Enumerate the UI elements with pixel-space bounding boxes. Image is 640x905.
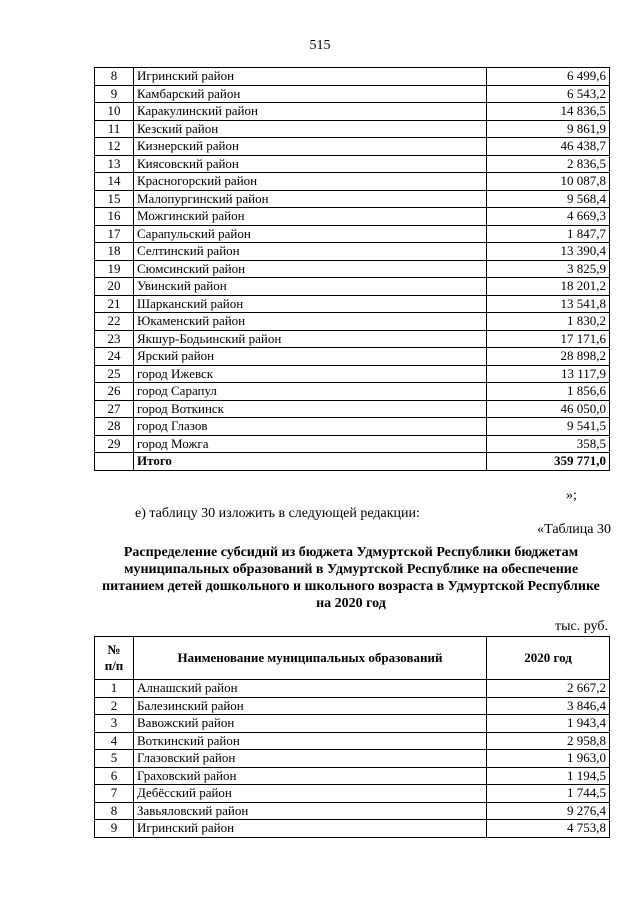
row-number: 17 <box>95 225 134 243</box>
row-value: 13 390,4 <box>487 243 610 261</box>
row-number: 4 <box>95 732 134 750</box>
municipality-name: Малопургинский район <box>134 190 487 208</box>
row-value: 2 958,8 <box>487 732 610 750</box>
table-row <box>95 348 610 366</box>
row-value: 1 856,6 <box>487 383 610 401</box>
row-value: 1 963,0 <box>487 750 610 768</box>
table-row <box>95 190 610 208</box>
distribution-table-continued <box>94 67 610 471</box>
row-value: 10 087,8 <box>487 173 610 191</box>
closing-quote: »; <box>566 488 577 503</box>
total-value: 359 771,0 <box>487 453 610 471</box>
row-value: 3 825,9 <box>487 260 610 278</box>
row-value: 14 836,5 <box>487 103 610 121</box>
table-row <box>95 155 610 173</box>
row-number: 6 <box>95 767 134 785</box>
row-number: 25 <box>95 365 134 383</box>
municipality-name: город Воткинск <box>134 400 487 418</box>
municipality-name: Кизнерский район <box>134 138 487 156</box>
municipality-name: Балезинский район <box>134 697 487 715</box>
row-number: 8 <box>95 68 134 86</box>
row-value: 28 898,2 <box>487 348 610 366</box>
row-number: 28 <box>95 418 134 436</box>
row-value: 18 201,2 <box>487 278 610 296</box>
table-row <box>95 103 610 121</box>
municipality-name: Глазовский район <box>134 750 487 768</box>
table-row <box>95 330 610 348</box>
row-value: 6 499,6 <box>487 68 610 86</box>
row-number: 5 <box>95 750 134 768</box>
row-number: 19 <box>95 260 134 278</box>
table-row <box>95 767 610 785</box>
municipality-name: Сюмсинский район <box>134 260 487 278</box>
row-value: 46 438,7 <box>487 138 610 156</box>
row-number: 13 <box>95 155 134 173</box>
table-row <box>95 85 610 103</box>
municipality-name: Игринский район <box>134 820 487 838</box>
municipality-name: Красногорский район <box>134 173 487 191</box>
row-value: 9 861,9 <box>487 120 610 138</box>
municipality-name: город Сарапул <box>134 383 487 401</box>
municipality-name: Ярский район <box>134 348 487 366</box>
table-row <box>95 173 610 191</box>
table-row <box>95 365 610 383</box>
row-value: 1 194,5 <box>487 767 610 785</box>
municipality-name: город Ижевск <box>134 365 487 383</box>
municipality-name: Можгинский район <box>134 208 487 226</box>
table-row <box>95 120 610 138</box>
row-value: 1 830,2 <box>487 313 610 331</box>
table-row <box>95 435 610 453</box>
row-number: 9 <box>95 85 134 103</box>
municipality-name: Воткинский район <box>134 732 487 750</box>
municipality-name: Увинский район <box>134 278 487 296</box>
total-row <box>95 453 610 471</box>
row-number: 3 <box>95 715 134 733</box>
table-row <box>95 295 610 313</box>
row-value: 13 117,9 <box>487 365 610 383</box>
row-number: 16 <box>95 208 134 226</box>
row-number: 14 <box>95 173 134 191</box>
table-row <box>95 732 610 750</box>
table-row <box>95 278 610 296</box>
row-value: 2 836,5 <box>487 155 610 173</box>
row-number: 8 <box>95 802 134 820</box>
row-value: 4 669,3 <box>487 208 610 226</box>
municipality-name: Селтинский район <box>134 243 487 261</box>
table-row <box>95 697 610 715</box>
table-row <box>95 750 610 768</box>
municipality-name: Киясовский район <box>134 155 487 173</box>
table-row <box>95 715 610 733</box>
row-value: 4 753,8 <box>487 820 610 838</box>
table-row <box>95 418 610 436</box>
row-value: 6 543,2 <box>487 85 610 103</box>
row-value: 17 171,6 <box>487 330 610 348</box>
municipality-name: Завьяловский район <box>134 802 487 820</box>
units-label: тыс. руб. <box>555 619 608 634</box>
row-value: 358,5 <box>487 435 610 453</box>
column-header-number-line2: п/п <box>104 658 124 673</box>
table-header-row <box>95 637 610 680</box>
column-header-year: 2020 год <box>487 637 610 680</box>
table-label: «Таблица 30 <box>537 522 611 537</box>
row-number: 15 <box>95 190 134 208</box>
column-header-name: Наименование муниципальных образований <box>134 637 487 680</box>
municipality-name: Вавожский район <box>134 715 487 733</box>
row-number: 23 <box>95 330 134 348</box>
table-row <box>95 313 610 331</box>
row-number: 24 <box>95 348 134 366</box>
row-number: 18 <box>95 243 134 261</box>
table-row <box>95 260 610 278</box>
municipality-name: Дебёсский район <box>134 785 487 803</box>
row-value: 46 050,0 <box>487 400 610 418</box>
municipality-name: город Глазов <box>134 418 487 436</box>
row-value: 13 541,8 <box>487 295 610 313</box>
municipality-name: Граховский район <box>134 767 487 785</box>
municipality-name: Якшур-Бодьинский район <box>134 330 487 348</box>
table-row <box>95 785 610 803</box>
table-row <box>95 225 610 243</box>
row-number: 10 <box>95 103 134 121</box>
row-number: 7 <box>95 785 134 803</box>
row-number: 20 <box>95 278 134 296</box>
row-number: 26 <box>95 383 134 401</box>
municipality-name: Кезский район <box>134 120 487 138</box>
municipality-name: Игринский район <box>134 68 487 86</box>
table-row <box>95 680 610 698</box>
municipality-name: Алнашский район <box>134 680 487 698</box>
table-row <box>95 138 610 156</box>
row-number: 2 <box>95 697 134 715</box>
row-value: 1 847,7 <box>487 225 610 243</box>
municipality-name: Камбарский район <box>134 85 487 103</box>
column-header-number <box>95 637 134 680</box>
row-number: 11 <box>95 120 134 138</box>
row-number: 12 <box>95 138 134 156</box>
table-row <box>95 820 610 838</box>
row-value: 9 276,4 <box>487 802 610 820</box>
table-row <box>95 383 610 401</box>
row-number: 1 <box>95 680 134 698</box>
municipality-name: Каракулинский район <box>134 103 487 121</box>
row-number: 22 <box>95 313 134 331</box>
table-row <box>95 208 610 226</box>
row-value: 3 846,4 <box>487 697 610 715</box>
page-number: 515 <box>309 38 331 53</box>
column-header-number-line1: № <box>107 642 121 657</box>
row-number: 21 <box>95 295 134 313</box>
row-value: 1 744,5 <box>487 785 610 803</box>
table-row <box>95 400 610 418</box>
amendment-instruction: е) таблицу 30 изложить в следующей редакции: <box>135 506 420 521</box>
municipality-name: Сарапульский район <box>134 225 487 243</box>
total-empty-cell <box>95 453 134 471</box>
table-heading: Распределение субсидий из бюджета Удмуртской Республики бюджетам муниципальных образований в Удмуртской Республике на обеспечение питанием детей дошкольного и школьного возраста в Удмуртской Республике на 2020 год <box>102 545 600 611</box>
row-number: 27 <box>95 400 134 418</box>
total-label: Итого <box>134 453 487 471</box>
table-row <box>95 68 610 86</box>
row-value: 9 541,5 <box>487 418 610 436</box>
subsidy-table-30 <box>94 636 610 838</box>
row-number: 9 <box>95 820 134 838</box>
row-value: 2 667,2 <box>487 680 610 698</box>
municipality-name: Юкаменский район <box>134 313 487 331</box>
row-number: 29 <box>95 435 134 453</box>
table-row <box>95 802 610 820</box>
municipality-name: город Можга <box>134 435 487 453</box>
row-value: 1 943,4 <box>487 715 610 733</box>
table-row <box>95 243 610 261</box>
municipality-name: Шарканский район <box>134 295 487 313</box>
row-value: 9 568,4 <box>487 190 610 208</box>
